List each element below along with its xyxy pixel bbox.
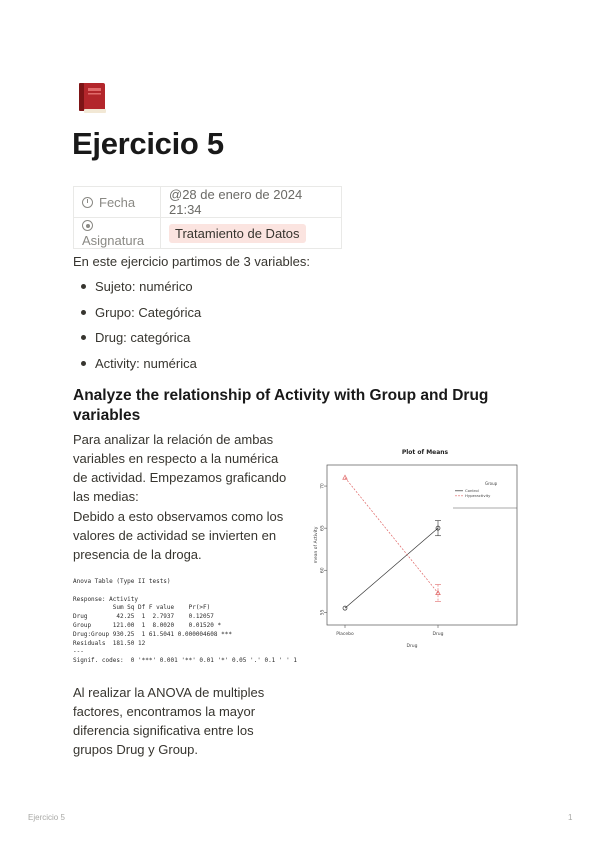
anova-table-output	[73, 578, 297, 666]
anova-line: Anova Table (Type II tests)	[73, 578, 171, 585]
y-tick-label: 70	[320, 483, 326, 489]
list-item: Activity: numérica	[73, 354, 201, 380]
y-axis-label: mean of Activity	[314, 526, 319, 564]
paragraph-inversion: Debido a esto observamos como los valores de actividad se invierten en presencia de la droga.	[73, 509, 284, 562]
data-point	[343, 475, 347, 479]
x-tick-label: Drug	[432, 632, 444, 637]
clock-icon	[82, 197, 93, 208]
properties-table	[73, 186, 342, 249]
legend-label: Hyperactivity	[465, 493, 491, 498]
section-heading: Analyze the relationship of Activity with Group and Drug variables	[73, 387, 489, 424]
intro-text: En este ejercicio partimos de 3 variables:	[73, 254, 311, 269]
plot-of-means-chart	[305, 440, 530, 655]
property-key: Fecha	[74, 187, 161, 218]
property-row-asignatura[interactable]	[74, 218, 342, 249]
page-title: Ejercicio 5	[72, 126, 224, 161]
y-tick-label: 65	[320, 525, 326, 532]
property-date-value[interactable]: @28 de enero de 2024 21:34	[161, 187, 342, 218]
x-axis-label: Drug	[406, 644, 418, 649]
plot-frame	[327, 465, 517, 625]
paragraph-anova: Al realizar la ANOVA de multiples factores, encontramos la mayor diferencia significativa entre los grupos Drug y Group.	[73, 685, 265, 757]
series-line	[345, 478, 438, 593]
list-item: Drug: categórica	[73, 328, 201, 354]
x-tick-label: Placebo	[336, 632, 354, 637]
subject-tag[interactable]: Tratamiento de Datos	[169, 224, 306, 243]
property-key: Asignatura	[74, 218, 161, 249]
anova-line: Signif. codes: 0 '***' 0.001 '**' 0.01 '*' 0.05 '.' 0.1 ' ' 1	[73, 657, 297, 665]
series-line	[345, 528, 438, 608]
legend-title: Group	[485, 481, 498, 486]
anova-line: Residuals 181.50 12	[73, 639, 146, 647]
list-item: Sujeto: numérico	[73, 277, 201, 303]
chart-title: Plot of Means	[401, 449, 449, 456]
list-item: Grupo: Categórica	[73, 303, 201, 329]
y-tick-label: 60	[320, 567, 326, 574]
footer-page-number: 1	[568, 813, 573, 822]
select-icon	[82, 220, 93, 231]
property-row-fecha[interactable]	[74, 187, 342, 218]
footer-title: Ejercicio 5	[28, 813, 65, 822]
anova-line: Drug 42.25 1 2.7937 0.12057	[73, 613, 214, 621]
y-tick-label: 55	[320, 609, 326, 616]
property-subject-value[interactable]	[161, 218, 342, 249]
legend-label: Control	[465, 488, 479, 493]
anova-line: Sum Sq Df F value Pr(>F)	[112, 604, 211, 612]
anova-line: Response: Activity	[73, 595, 139, 603]
anova-line: ---	[73, 648, 84, 656]
anova-line: Drug:Group 930.25 1 61.5041 0.000004608 ***	[73, 630, 232, 638]
anova-line: Group 121.00 1 8.0020 0.01520 *	[73, 621, 222, 629]
red-book-icon	[75, 80, 111, 116]
variables-list	[73, 277, 201, 379]
paragraph-means: Para analizar la relación de ambas variables en respecto a la numérica de actividad. Empezamos graficando las medias:	[73, 432, 287, 504]
